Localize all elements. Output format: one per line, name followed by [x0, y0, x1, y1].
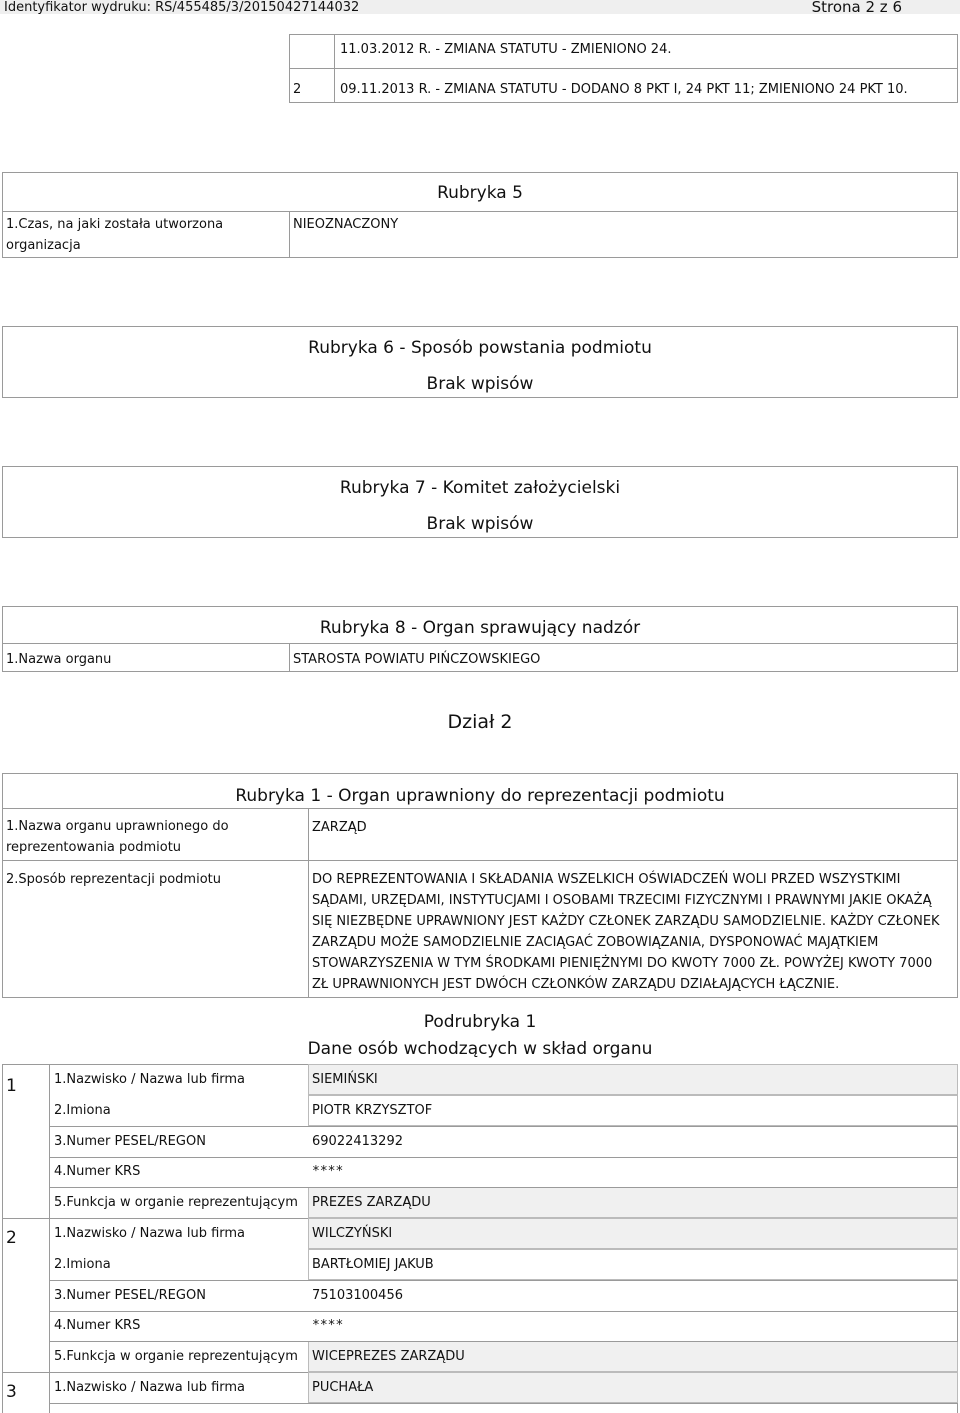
krs-label: 4.Numer KRS: [54, 1318, 141, 1333]
rubryka5-title: Rubryka 5: [437, 183, 523, 203]
surname-value: SIEMIŃSKI: [312, 1072, 378, 1087]
d2r1-label1: 1.Nazwa organu uprawnionego do reprezentowania podmiotu: [6, 819, 229, 855]
podrubryka-subtitle: Dane osób wchodzących w skład organu: [307, 1039, 653, 1059]
krs-value: ****: [312, 1318, 344, 1333]
rubryka5-value: NIEOZNACZONY: [293, 217, 399, 232]
rubryka6-value: Brak wpisów: [426, 374, 534, 394]
change-text: 09.11.2013 R. - ZMIANA STATUTU - DODANO 8 PKT I, 24 PKT 11; ZMIENIONO 24 PKT 10.: [340, 82, 908, 97]
pesel-value: 69022413292: [312, 1134, 403, 1149]
names-label: 2.Imiona: [54, 1257, 111, 1272]
pesel-label: 3.Numer PESEL/REGON: [54, 1134, 206, 1149]
function-value: PREZES ZARZĄDU: [312, 1195, 431, 1210]
section-heading: Dział 2: [447, 711, 513, 733]
d2r1-value2: DO REPREZENTOWANIA I SKŁADANIA WSZELKICH OŚWIADCZEŃ WOLI PRZED WSZYSTKIMI SĄDAMI, URZĘDAMI, INSTYTUCJAMI I OSOBAMI TRZECIMI FIZYCZNYMI I PRAWNYMI JAKIE OKAŻĄ SIĘ NIEZBĘDNE UPRAWNIONY JEST KAŻDY CZŁONEK ZARZĄDU SAMODZIELNIE. KAŻDY CZŁONEK ZARZĄDU MOŻE SAMODZIELNIE ZACIĄGAĆ ZOBOWIĄZANIA, DYSPONOWAĆ MAJĄTKIEM STOWARZYSZENIA W TYM ŚRODKAMI PIENIĘŻNYMI DO KWOTY 7000 ZŁ. POWYŻEJ KWOTY 7000 ZŁ UPRAWNIONYCH JEST DWÓCH CZŁONKÓW ZARZĄDU DZIAŁAJĄCYCH ŁĄCZNIE.: [312, 872, 940, 992]
d2r1-value1: ZARZĄD: [312, 820, 367, 835]
function-value: WICEPREZES ZARZĄDU: [312, 1349, 465, 1364]
surname-label: 1.Nazwisko / Nazwa lub firma: [54, 1380, 246, 1395]
function-label: 5.Funkcja w organie reprezentującym: [54, 1195, 298, 1210]
page-number: Strona 2 z 6: [811, 0, 902, 16]
rubryka8-title: Rubryka 8 - Organ sprawujący nadzór: [319, 618, 641, 638]
change-text: 11.03.2012 R. - ZMIANA STATUTU - ZMIENIONO 24.: [340, 42, 672, 57]
krs-value: ****: [312, 1164, 344, 1179]
value-cell: [308, 1218, 958, 1249]
krs-label: 4.Numer KRS: [54, 1164, 141, 1179]
names-value: BARTŁOMIEJ JAKUB: [312, 1257, 434, 1272]
print-identifier: Identyfikator wydruku: RS/455485/3/20150427144032: [4, 0, 360, 15]
change-no: 2: [293, 82, 302, 97]
rubryka5-label: 1.Czas, na jaki została utworzona organizacja: [6, 217, 224, 253]
names-label: 2.Imiona: [54, 1103, 111, 1118]
rubryka6-title: Rubryka 6 - Sposób powstania podmiotu: [308, 338, 652, 358]
person-number: 1: [6, 1076, 17, 1096]
d2r1-title: Rubryka 1 - Organ uprawniony do reprezentacji podmiotu: [235, 786, 725, 806]
rubryka7-title: Rubryka 7 - Komitet założycielski: [339, 478, 621, 498]
person-number: 3: [6, 1382, 17, 1402]
podrubryka-title: Podrubryka 1: [423, 1012, 537, 1032]
names-value: PIOTR KRZYSZTOF: [312, 1103, 433, 1118]
value-cell: [308, 1064, 958, 1095]
surname-label: 1.Nazwisko / Nazwa lub firma: [54, 1226, 246, 1241]
rubryka7-value: Brak wpisów: [426, 514, 534, 534]
pesel-value: 75103100456: [312, 1288, 403, 1303]
function-label: 5.Funkcja w organie reprezentującym: [54, 1349, 298, 1364]
rubryka8-label: 1.Nazwa organu: [6, 652, 112, 667]
surname-value: PUCHAŁA: [312, 1380, 374, 1395]
surname-label: 1.Nazwisko / Nazwa lub firma: [54, 1072, 246, 1087]
rubryka8-value: STAROSTA POWIATU PIŃCZOWSKIEGO: [293, 652, 541, 667]
person-number: 2: [6, 1228, 17, 1248]
pesel-label: 3.Numer PESEL/REGON: [54, 1288, 206, 1303]
value-cell: [308, 1372, 958, 1403]
d2r1-label2: 2.Sposób reprezentacji podmiotu: [6, 872, 221, 887]
surname-value: WILCZYŃSKI: [312, 1226, 393, 1241]
